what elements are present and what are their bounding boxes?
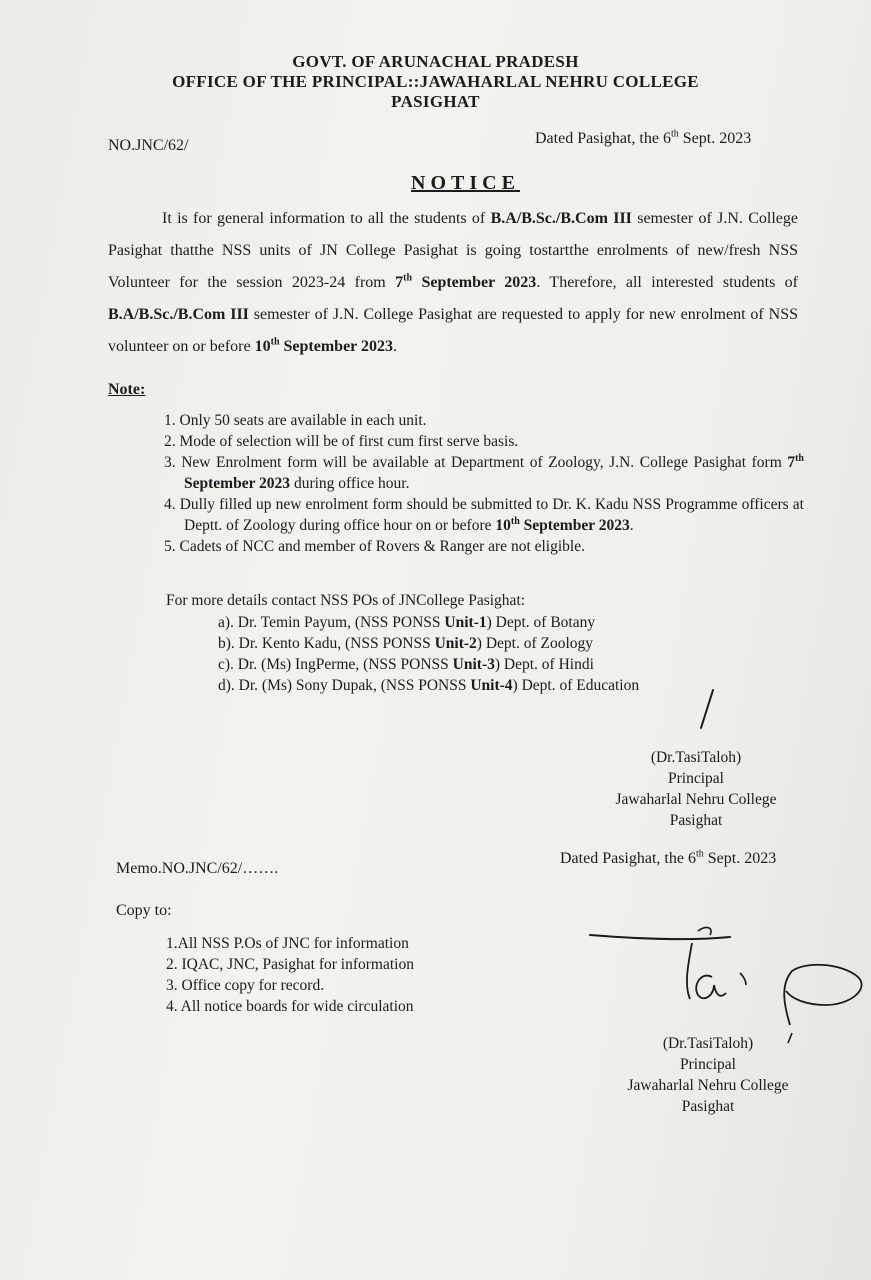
memo-date: Dated Pasighat, the 6th Sept. 2023 (560, 848, 777, 867)
body-text: . Therefore, all interested students of (536, 274, 799, 291)
body-bold: B.A/B.Sc./B.Com III (108, 306, 249, 323)
signatory-block (596, 747, 796, 831)
date-sup: th (670, 128, 679, 140)
copy-item: 4. All notice boards for wide circulation (166, 998, 414, 1015)
contact-intro: For more details contact NSS POs of JNCollege Pasighat: (166, 592, 526, 609)
copy-to-label: Copy to: (116, 902, 172, 919)
date-prefix: Dated Pasighat, the 6 (535, 130, 671, 147)
copy-item: 1.All NSS P.Os of JNC for information (166, 935, 409, 952)
note-item: 3. New Enrolment form will be available at Department of Zoology, J.N. College Pasighat form 7th September 2023 during office hour. (164, 452, 804, 492)
copy-list (166, 933, 414, 1017)
note-item: 1. Only 50 seats are available in each unit. (164, 412, 427, 429)
handwritten-signature (580, 915, 870, 1045)
reference-number: NO.JNC/62/ (108, 137, 189, 154)
date-suffix: Sept. 2023 (678, 130, 752, 147)
letterhead (0, 52, 871, 112)
govt-line: GOVT. OF ARUNACHAL PRADESH (292, 52, 579, 71)
contact-item: d). Dr. (Ms) Sony Dupak, (NSS PONSS Unit-4) Dept. of Education (218, 677, 640, 694)
contacts-list (218, 612, 639, 696)
signatory-block-copy (608, 1033, 808, 1117)
notice-body (108, 203, 798, 363)
contact-item: c). Dr. (Ms) IngPerme, (NSS PONSS Unit-3) Dept. of Hindi (218, 656, 594, 673)
note-item: 2. Mode of selection will be of first cum first serve basis. (164, 433, 519, 450)
note-item: 4. Dully filled up new enrolment form should be submitted to Dr. K. Kadu NSS Programme officers at Deptt. of Zoology during office hour on or before 10th September 2023. (164, 496, 804, 534)
notice-date (535, 130, 751, 148)
signatory-college: Jawaharlal Nehru College (627, 1077, 789, 1094)
place-line: PASIGHAT (391, 92, 480, 111)
notes-list (164, 410, 804, 557)
notice-title: NOTICE (411, 172, 520, 194)
copy-item: 3. Office copy for record. (166, 977, 325, 994)
body-text: semester of J.N. College Pasighat thatthe NSS units of JN College Pasighat is going tostartthe enrolments of new/fresh NSS Volunteer for the session 2023-24 from (108, 210, 798, 291)
pen-mark (695, 688, 719, 732)
body-text: It is for general information to all the students of (162, 210, 491, 227)
contact-item: b). Dr. Kento Kadu, (NSS PONSS Unit-2) Dept. of Zoology (218, 635, 594, 652)
signatory-college: Jawaharlal Nehru College (615, 791, 777, 808)
signatory-designation: Principal (680, 1056, 736, 1073)
body-text: semester of J.N. College Pasighat are requested to apply for new enrolment of NSS volunteer on or before (108, 306, 798, 355)
office-line: OFFICE OF THE PRINCIPAL::JAWAHARLAL NEHRU COLLEGE (172, 72, 699, 91)
body-bold: 7th September 2023 (395, 272, 537, 291)
signatory-name: (Dr.TasiTaloh) (662, 1035, 754, 1052)
memo-number: Memo.NO.JNC/62/……. (116, 860, 279, 877)
contact-item: a). Dr. Temin Payum, (NSS PONSS Unit-1) Dept. of Botany (218, 614, 596, 631)
note-item: 5. Cadets of NCC and member of Rovers & Ranger are not eligible. (164, 538, 585, 555)
signatory-place: Pasighat (681, 1098, 735, 1115)
body-bold: 10th September 2023 (254, 336, 393, 355)
signatory-name: (Dr.TasiTaloh) (650, 749, 742, 766)
body-bold: B.A/B.Sc./B.Com III (490, 210, 632, 227)
copy-item: 2. IQAC, JNC, Pasighat for information (166, 956, 414, 973)
body-text: . (392, 338, 397, 355)
note-label: Note: (108, 381, 146, 398)
signatory-designation: Principal (668, 770, 724, 787)
signatory-place: Pasighat (669, 812, 723, 829)
